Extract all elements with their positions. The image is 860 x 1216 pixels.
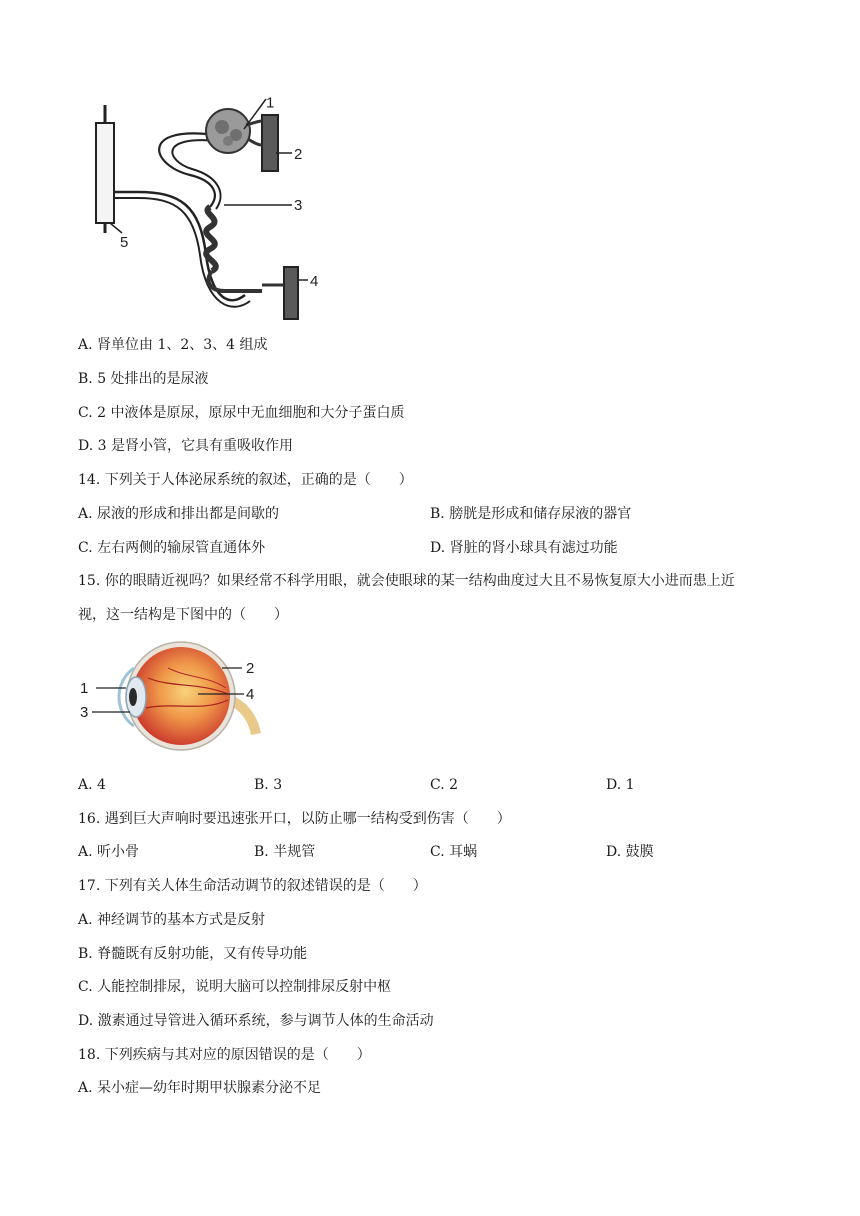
q16-stem: 16. 遇到巨大声响时要迅速张开口，以防止哪一结构受到伤害（ ） (78, 811, 511, 827)
q14-stem: 14. 下列关于人体泌尿系统的叙述，正确的是（ ） (78, 472, 413, 488)
eye-label-2: 2 (246, 660, 255, 677)
q13-option-d: D. 3 是肾小管，它具有重吸收作用 (78, 438, 293, 454)
q15-stem-line2: 视，这一结构是下图中的（ ） (78, 607, 288, 623)
nephron-diagram (80, 95, 340, 330)
q17-option-b: B. 脊髓既有反射功能，又有传导功能 (78, 946, 308, 962)
nephron-label-2: 2 (294, 146, 303, 163)
q14-option-a: A. 尿液的形成和排出都是间歇的 (78, 506, 280, 522)
q17-stem: 17. 下列有关人体生命活动调节的叙述错误的是（ ） (78, 878, 427, 894)
q15-option-d: D. 1 (606, 777, 635, 793)
q16-option-b: B. 半规管 (254, 844, 316, 860)
q14-option-c: C. 左右两侧的输尿管直通体外 (78, 540, 266, 556)
q18-stem: 18. 下列疾病与其对应的原因错误的是（ ） (78, 1047, 371, 1063)
q16-option-c: C. 耳蜗 (430, 844, 478, 860)
q15-option-b: B. 3 (254, 777, 283, 793)
eyeball-diagram (78, 638, 268, 758)
q15-stem-line1: 15. 你的眼睛近视吗？如果经常不科学用眼，就会使眼球的某一结构曲度过大且不易恢复原大小进而患上近 (78, 573, 735, 589)
q15-option-c: C. 2 (430, 777, 459, 793)
q15-option-a: A. 4 (78, 777, 106, 793)
nephron-label-5: 5 (120, 234, 129, 251)
q17-option-d: D. 激素通过导管进入循环系统，参与调节人体的生命活动 (78, 1013, 434, 1029)
q17-option-a: A. 神经调节的基本方式是反射 (78, 912, 266, 928)
eye-label-1: 1 (80, 680, 89, 697)
nephron-label-1: 1 (266, 95, 275, 112)
nephron-label-3: 3 (294, 197, 303, 214)
q14-option-d: D. 肾脏的肾小球具有滤过功能 (430, 540, 618, 556)
q17-option-c: C. 人能控制排尿，说明大脑可以控制排尿反射中枢 (78, 979, 392, 995)
q13-option-b: B. 5 处排出的是尿液 (78, 371, 209, 387)
eye-label-3: 3 (80, 704, 89, 721)
q16-option-d: D. 鼓膜 (606, 844, 654, 860)
nephron-label-4: 4 (310, 273, 319, 290)
q13-option-a: A. 肾单位由 1、2、3、4 组成 (78, 337, 268, 353)
q16-option-a: A. 听小骨 (78, 844, 140, 860)
eye-label-4: 4 (246, 686, 255, 703)
q13-option-c: C. 2 中液体是原尿，原尿中无血细胞和大分子蛋白质 (78, 405, 405, 421)
q18-option-a: A. 呆小症—幼年时期甲状腺素分泌不足 (78, 1080, 322, 1096)
q14-option-b: B. 膀胱是形成和储存尿液的器官 (430, 506, 632, 522)
